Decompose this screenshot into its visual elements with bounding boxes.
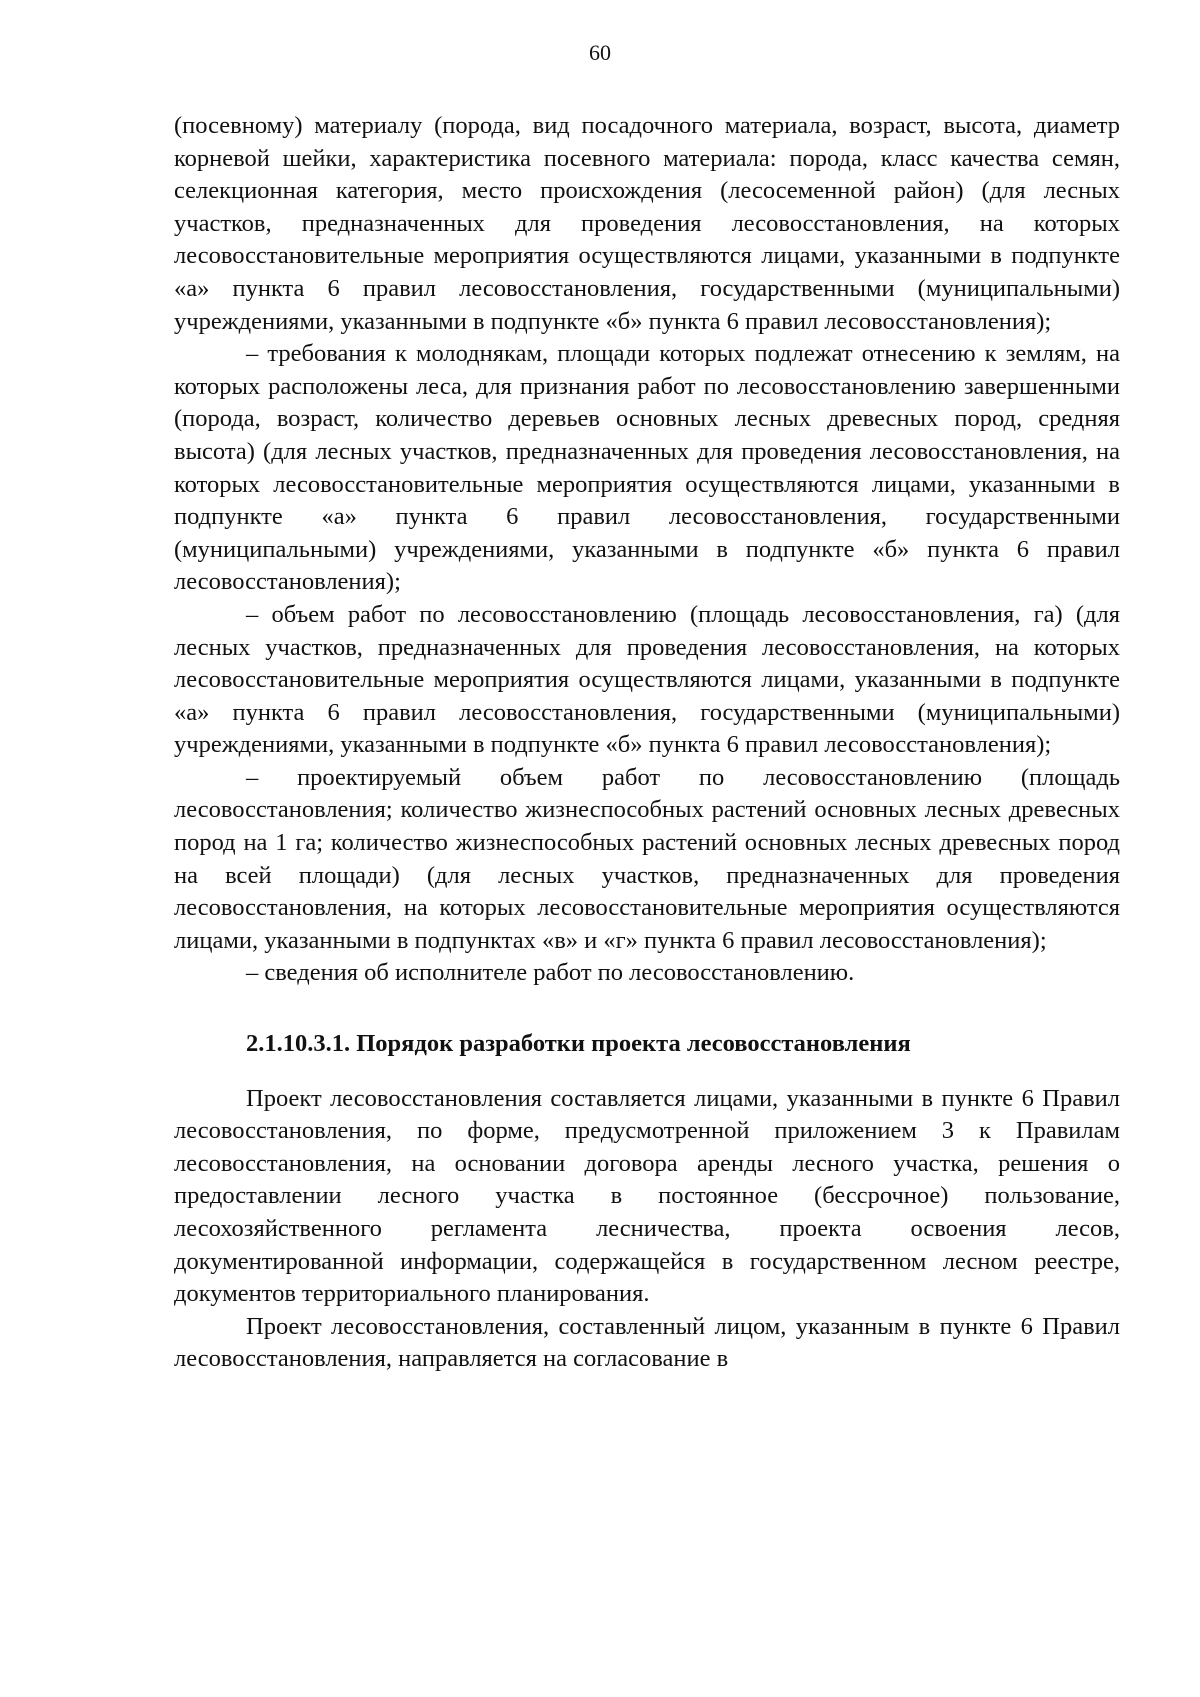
list-item-work-volume: – объем работ по лесовосстановлению (площадь лесовосстановления, га) (для лесных участков, предназначенных для проведения лесовосстановления, на которых лесовосстановительные мероприятия осуществляются лицами, указанными в подпункте «а» пункта 6 правил лесовосстановления, государственными (муниципальными) учреждениями, указанными в подпункте «б» пункта 6 правил лесовосстановления); xyxy=(174,600,1120,759)
list-item-projected-work-volume: – проектируемый объем работ по лесовосстановлению (площадь лесовосстановления; количество жизнеспособных растений основных лесных древесных пород на 1 га; количество жизнеспособных растений основных лесных древесных пород на всей площади) (для лесных участков, предназначенных для проведения лесовосстановления, на которых лесовосстановительные мероприятия осуществляются лицами, указанными в подпунктах «в» и «г» пункта 6 правил лесовосстановления); xyxy=(174,763,1120,954)
list-item-contractor-info: – сведения об исполнителе работ по лесовосстановлению. xyxy=(246,959,855,987)
paragraph-continued: (посевному) материалу (порода, вид посадочного материала, возраст, высота, диаметр корневой шейки, характеристика посевного материала: порода, класс качества семян, селекционная категория, место происхождения (лесосеменной район) (для лесных участков, предназначенных для проведения лесовосстановления, на которых лесовосстановительные мероприятия осуществляются лицами, указанными в подпункте «а» пункта 6 правил лесовосстановления, государственными (муниципальными) учреждениями, указанными в подпункте «б» пункта 6 правил лесовосстановления); xyxy=(174,112,1120,335)
section-heading: 2.1.10.3.1. Порядок разработки проекта лесовосстановления xyxy=(246,1030,911,1058)
document-body xyxy=(174,110,1120,1376)
paragraph-project-drafting: Проект лесовосстановления составляется лицами, указанными в пункте 6 Правил лесовосстановления, по форме, предусмотренной приложением 3 к Правилам лесовосстановления, на основании договора аренды лесного участка, решения о предоставлении лесного участка в постоянное (бессрочное) пользование, лесохозяйственного регламента лесничества, проекта освоения лесов, документированной информации, содержащейся в государственном лесном реестре, документов территориального планирования. xyxy=(174,1084,1120,1308)
list-item-young-stands-requirements: – требования к молоднякам, площади которых подлежат отнесению к землям, на которых расположены леса, для признания работ по лесовосстановлению завершенными (порода, возраст, количество деревьев основных лесных древесных пород, средняя высота) (для лесных участков, предназначенных для проведения лесовосстановления, на которых лесовосстановительные мероприятия осуществляются лицами, указанными в подпункте «а» пункта 6 правил лесовосстановления, государственными (муниципальными) учреждениями, указанными в подпункте «б» пункта 6 правил лесовосстановления); xyxy=(174,340,1120,596)
page-number: 60 xyxy=(589,40,611,65)
paragraph-project-approval: Проект лесовосстановления, составленный лицом, указанным в пункте 6 Правил лесовосстановления, направляется на согласование в xyxy=(174,1312,1120,1373)
